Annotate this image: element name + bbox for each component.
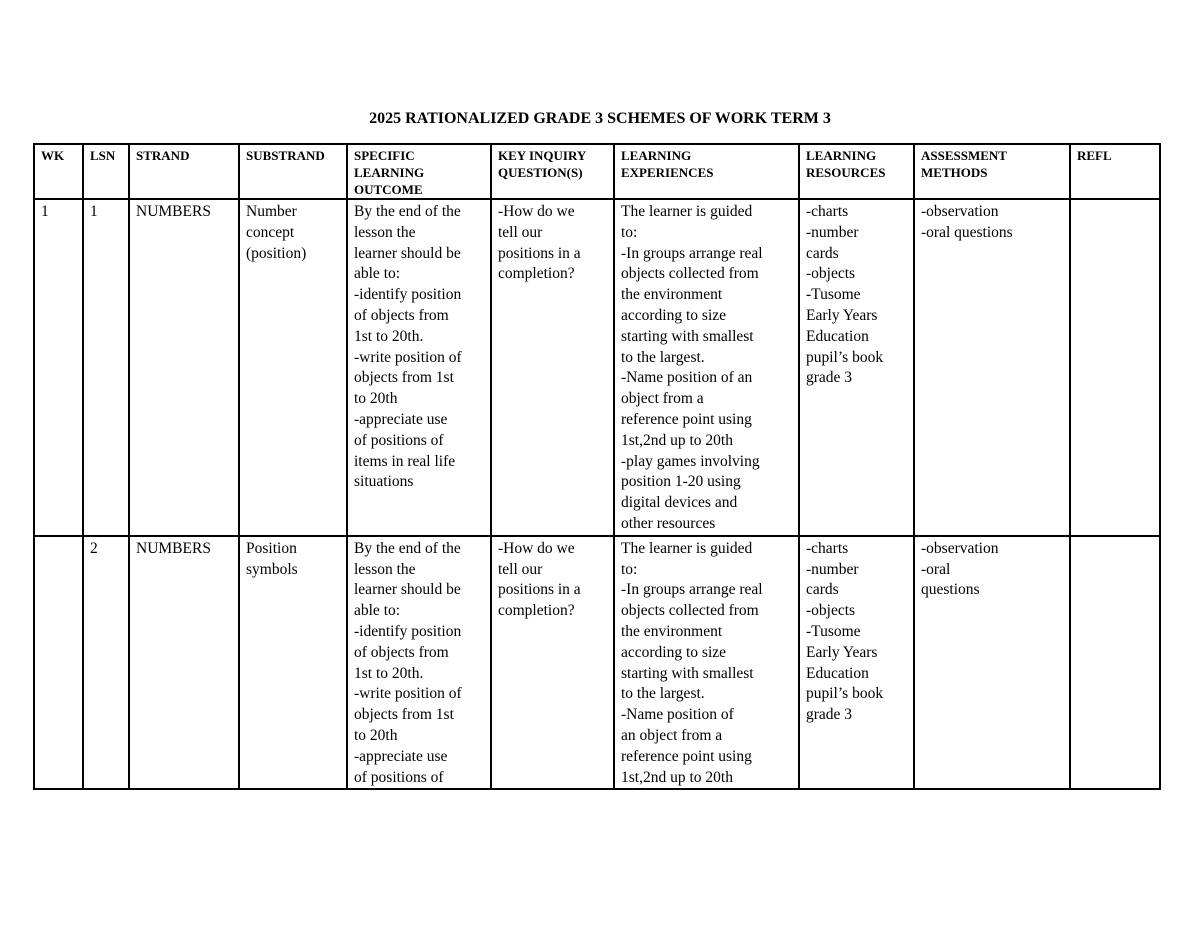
table-row bbox=[34, 536, 1160, 790]
cell-assessment: -observation -oral questions bbox=[914, 536, 1070, 790]
document-title: 2025 RATIONALIZED GRADE 3 SCHEMES OF WORK TERM 3 bbox=[369, 110, 831, 127]
header-learning-resources: LEARNING RESOURCES bbox=[799, 144, 914, 199]
table-row bbox=[34, 199, 1160, 536]
header-refl: REFL bbox=[1070, 144, 1160, 199]
header-substrand: SUBSTRAND bbox=[239, 144, 347, 199]
cell-assessment: -observation -oral questions bbox=[914, 199, 1070, 536]
cell-strand: NUMBERS bbox=[129, 536, 239, 790]
cell-resources: -charts -number cards -objects -Tusome Early Years Education pupil’s book grade 3 bbox=[799, 536, 914, 790]
cell-outcome: By the end of the lesson the learner should be able to: -identify position of objects from 1st to 20th. -write position of objects from 1st to 20th -appreciate use of positions of items in real life situations bbox=[347, 199, 491, 536]
cell-substrand: Number concept (position) bbox=[239, 199, 347, 536]
cell-inquiry: -How do we tell our positions in a completion? bbox=[491, 199, 614, 536]
header-row bbox=[34, 144, 1160, 199]
cell-inquiry: -How do we tell our positions in a completion? bbox=[491, 536, 614, 790]
header-wk: WK bbox=[34, 144, 83, 199]
cell-lsn: 1 bbox=[83, 199, 129, 536]
cell-wk bbox=[34, 536, 83, 790]
header-key-inquiry-questions: KEY INQUIRY QUESTION(S) bbox=[491, 144, 614, 199]
cell-experiences: The learner is guided to: -In groups arrange real objects collected from the environment according to size starting with smallest to the largest. -Name position of an object from a reference point using 1st,2nd up to 20th -play games involving position 1-20 using digital devices and other resources bbox=[614, 199, 799, 536]
scheme-table bbox=[33, 143, 1161, 790]
cell-wk: 1 bbox=[34, 199, 83, 536]
cell-substrand: Position symbols bbox=[239, 536, 347, 790]
cell-strand: NUMBERS bbox=[129, 199, 239, 536]
cell-lsn: 2 bbox=[83, 536, 129, 790]
cell-refl bbox=[1070, 199, 1160, 536]
header-specific-learning-outcome: SPECIFIC LEARNING OUTCOME bbox=[347, 144, 491, 199]
header-learning-experiences: LEARNING EXPERIENCES bbox=[614, 144, 799, 199]
header-strand: STRAND bbox=[129, 144, 239, 199]
cell-resources: -charts -number cards -objects -Tusome Early Years Education pupil’s book grade 3 bbox=[799, 199, 914, 536]
cell-outcome: By the end of the lesson the learner should be able to: -identify position of objects from 1st to 20th. -write position of objects from 1st to 20th -appreciate use of positions of bbox=[347, 536, 491, 790]
cell-refl bbox=[1070, 536, 1160, 790]
header-assessment-methods: ASSESSMENT METHODS bbox=[914, 144, 1070, 199]
cell-experiences: The learner is guided to: -In groups arrange real objects collected from the environment according to size starting with smallest to the largest. -Name position of an object from a reference point using 1st,2nd up to 20th bbox=[614, 536, 799, 790]
header-lsn: LSN bbox=[83, 144, 129, 199]
